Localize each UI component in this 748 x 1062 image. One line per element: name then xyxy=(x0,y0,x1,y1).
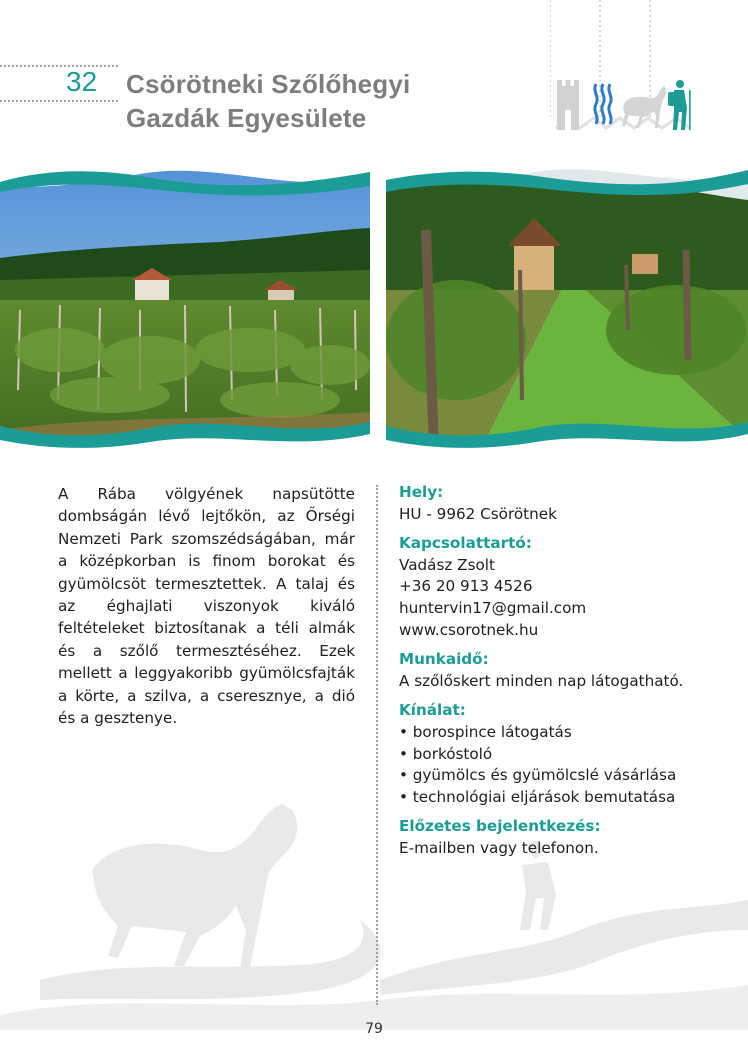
contact-phone[interactable]: +36 20 913 4526 xyxy=(399,577,533,596)
description-paragraph: A Rába völgyének napsütötte dombságán lévő lejtőkön, az Őrségi Nemzeti Park szomszédságában, már a középkorban is finom borokat és gyümölcsöt termesztettek. A talaj és az éghajlati viszonyok kiváló feltételeket biztosítanak a téli almák és a szőlő termesztéséhez. Ezek mellett a leggyakoribb gyümölcsfajták a körte, a szilva, a cseresznye, a dió és a gesztenye. xyxy=(58,485,355,728)
contact-label: Kapcsolattartó: xyxy=(399,534,532,553)
dotted-rule-bottom xyxy=(0,100,118,102)
contact-website[interactable]: www.csorotnek.hu xyxy=(399,620,539,639)
column-divider xyxy=(376,485,378,1005)
horse-watermark-icon xyxy=(92,804,297,968)
booking-value: E-mailben vagy telefonon. xyxy=(399,838,599,857)
offer-list xyxy=(399,722,729,808)
vineyard-photo-left xyxy=(0,150,370,460)
title-line-1: Csörötneki Szőlőhegyi xyxy=(126,69,411,99)
entry-number: 32 xyxy=(66,66,98,97)
offer-item: • borkóstoló xyxy=(399,744,729,766)
info-column xyxy=(399,482,729,860)
page-title xyxy=(126,67,526,135)
offer-item: • gyümölcs és gyümölcslé vásárlása xyxy=(399,765,729,787)
offer-item: • technológiai eljárások bemutatása xyxy=(399,787,729,809)
contact-email[interactable]: huntervin17@gmail.com xyxy=(399,598,587,617)
booking-label: Előzetes bejelentkezés: xyxy=(399,817,601,836)
offer-label: Kínálat: xyxy=(399,701,466,720)
vineyard-photo-right xyxy=(386,150,748,460)
hours-value: A szőlőskert minden nap látogatható. xyxy=(399,671,684,690)
hours-label: Munkaidő: xyxy=(399,650,489,669)
thermal-water-icon xyxy=(595,84,611,124)
category-icons-panel xyxy=(550,0,700,135)
contact-name: Vadász Zsolt xyxy=(399,555,495,574)
title-line-2: Gazdák Egyesülete xyxy=(126,103,367,133)
location-value: HU - 9962 Csörötnek xyxy=(399,504,557,523)
castle-icon xyxy=(557,80,579,130)
dotted-rule-top xyxy=(0,65,118,67)
page-number: 79 xyxy=(365,1021,383,1037)
location-label: Hely: xyxy=(399,483,444,501)
offer-item: • borospince látogatás xyxy=(399,722,729,744)
